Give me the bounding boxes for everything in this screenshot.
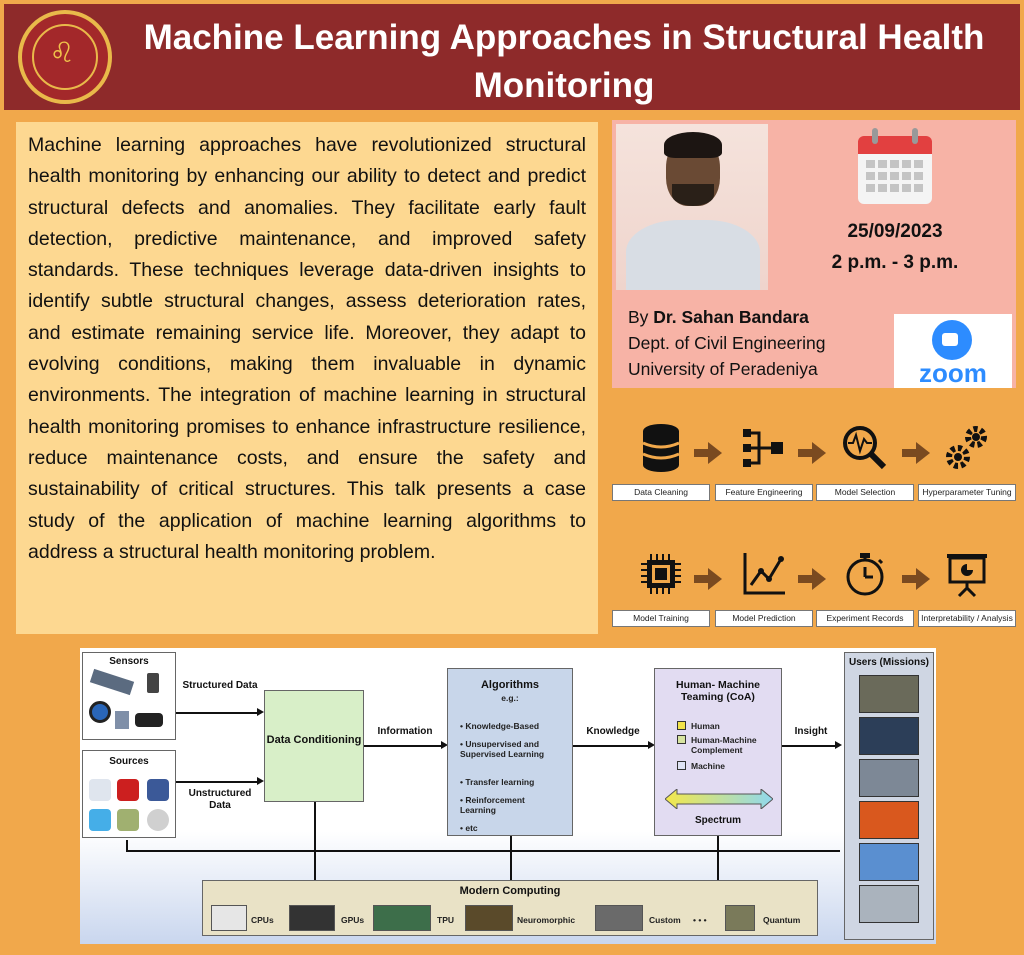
event-datetime	[790, 216, 1000, 278]
speaker-card	[612, 120, 1016, 388]
university-crest-icon: ♌	[18, 10, 112, 104]
teaming-item: Human	[691, 721, 720, 731]
spectrum-label: Spectrum	[694, 815, 742, 826]
pipeline-step-label: Data Cleaning	[612, 484, 710, 501]
cpu-icon	[211, 905, 247, 931]
wikipedia-icon	[147, 809, 169, 831]
mission-thumbnail	[859, 759, 919, 797]
ml-pipeline	[612, 412, 1020, 626]
speaker-university: University of Peradeniya	[628, 359, 818, 379]
cnn-icon	[117, 779, 139, 801]
reddit-icon	[89, 779, 111, 801]
page-title: Machine Learning Approaches in Structural Health Monitoring	[143, 18, 985, 105]
computing-item: CPUs	[251, 915, 274, 925]
pipeline-step-label: Hyperparameter Tuning	[918, 484, 1016, 501]
pipeline-step-label: Experiment Records	[816, 610, 914, 627]
abstract-text: Machine learning approaches have revolutionized structural health monitoring by enhancing our ability to detect and predict structural defects and anomalies. They facilitate early fault detection, predictive maintenance, and improved safety standards. These techniques leverage data-driven insights to identify subtle structural changes, assess deterioration rates, and estimate remaining service life. Moreover, they adapt to evolving conditions, making them invaluable in dynamic environments. The integration of machine learning in structural health monitoring promises to enhance infrastructure resilience, reduce maintenance costs, and ensure the safety and sustainability of critical structures. This talk presents a case study of the application of machine learning algorithms to address a structural health monitoring problem.	[28, 134, 586, 563]
event-date: 25/09/2023	[847, 221, 943, 242]
twitter-icon	[89, 809, 111, 831]
computing-item: Custom	[649, 915, 681, 925]
teaming-title: Human- Machine Teaming (CoA)	[675, 679, 760, 703]
phone-icon	[147, 673, 159, 693]
algorithms-box	[447, 668, 573, 836]
stopwatch-icon	[816, 546, 914, 602]
satellite-icon	[90, 669, 134, 695]
unstructured-data-label: Unstructured Data	[188, 788, 252, 811]
algorithm-item: • etc	[460, 823, 478, 833]
teaming-box	[654, 668, 782, 836]
computing-item: GPUs	[341, 915, 365, 925]
facebook-icon	[147, 779, 169, 801]
event-time: 2 p.m. - 3 p.m.	[831, 252, 959, 273]
zoom-wordmark: zoom	[919, 358, 987, 388]
insight-label: Insight	[794, 726, 828, 737]
computing-item: Quantum	[763, 915, 801, 925]
header-banner	[4, 4, 1020, 110]
information-label: Information	[377, 726, 433, 737]
algorithm-item: • Knowledge-Based	[460, 721, 540, 731]
users-column	[844, 652, 934, 940]
computing-item: Neuromorphic	[517, 915, 576, 925]
magnifier-pulse-icon	[816, 420, 914, 476]
algorithm-item: • Reinforcement Learning	[460, 795, 525, 815]
speaker-info	[628, 304, 825, 382]
sources-box	[82, 750, 176, 838]
speaker-dept: Dept. of Civil Engineering	[628, 333, 826, 353]
mission-thumbnail	[859, 801, 919, 839]
pipeline-step-label: Feature Engineering	[715, 484, 813, 501]
sensors-label: Sensors	[109, 656, 149, 667]
users-label: Users (Missions)	[848, 657, 930, 668]
structured-data-label: Structured Data	[182, 680, 258, 691]
algorithms-eg: e.g.:	[501, 693, 519, 703]
modern-computing-box	[202, 880, 818, 936]
sources-label: Sources	[109, 756, 149, 767]
computing-ellipsis: • • •	[693, 915, 707, 925]
zoom-logo	[894, 314, 1012, 388]
pipeline-step-label: Model Training	[612, 610, 710, 627]
tpu-icon	[373, 905, 431, 931]
neuromorphic-icon	[465, 905, 513, 931]
algorithms-title: Algorithms	[480, 679, 540, 691]
data-conditioning-box	[264, 690, 364, 802]
camera-icon	[89, 701, 111, 723]
mission-thumbnail	[859, 843, 919, 881]
pipeline-step-label: Model Selection	[816, 484, 914, 501]
by-prefix: By	[628, 307, 654, 327]
abstract-panel	[16, 122, 598, 634]
mission-thumbnail	[859, 885, 919, 923]
teaming-item: Machine	[691, 761, 726, 771]
quantum-icon	[725, 905, 755, 931]
algorithm-item: • Transfer learning	[460, 777, 535, 787]
pipeline-step	[918, 420, 1016, 501]
gears-icon	[918, 420, 1016, 476]
presentation-icon	[918, 546, 1016, 602]
gpu-icon	[289, 905, 335, 931]
building-icon	[115, 711, 129, 729]
sensors-box	[82, 652, 176, 740]
knowledge-label: Knowledge	[586, 726, 640, 737]
speaker-photo	[616, 124, 768, 290]
pipeline-step-label: Interpretability / Analysis	[918, 610, 1016, 627]
pipeline-step	[816, 420, 914, 501]
car-icon	[135, 713, 163, 727]
modern-computing-title: Modern Computing	[459, 885, 561, 897]
custom-chip-icon	[595, 905, 643, 931]
search-icon	[117, 809, 139, 831]
teaming-item: Human-Machine Complement	[691, 735, 757, 755]
shm-architecture-diagram	[80, 648, 936, 944]
computing-item: TPU	[437, 915, 454, 925]
calendar-icon	[858, 128, 932, 204]
algorithm-item: • Unsupervised and Supervised Learning	[460, 739, 545, 759]
speaker-name: Dr. Sahan Bandara	[653, 307, 809, 327]
mission-thumbnail	[859, 717, 919, 755]
data-conditioning-label: Data Conditioning	[266, 734, 362, 746]
pipeline-step	[918, 546, 1016, 627]
pipeline-step	[816, 546, 914, 627]
mission-thumbnail	[859, 675, 919, 713]
spectrum-arrow-icon	[665, 789, 773, 809]
pipeline-step-label: Model Prediction	[715, 610, 813, 627]
